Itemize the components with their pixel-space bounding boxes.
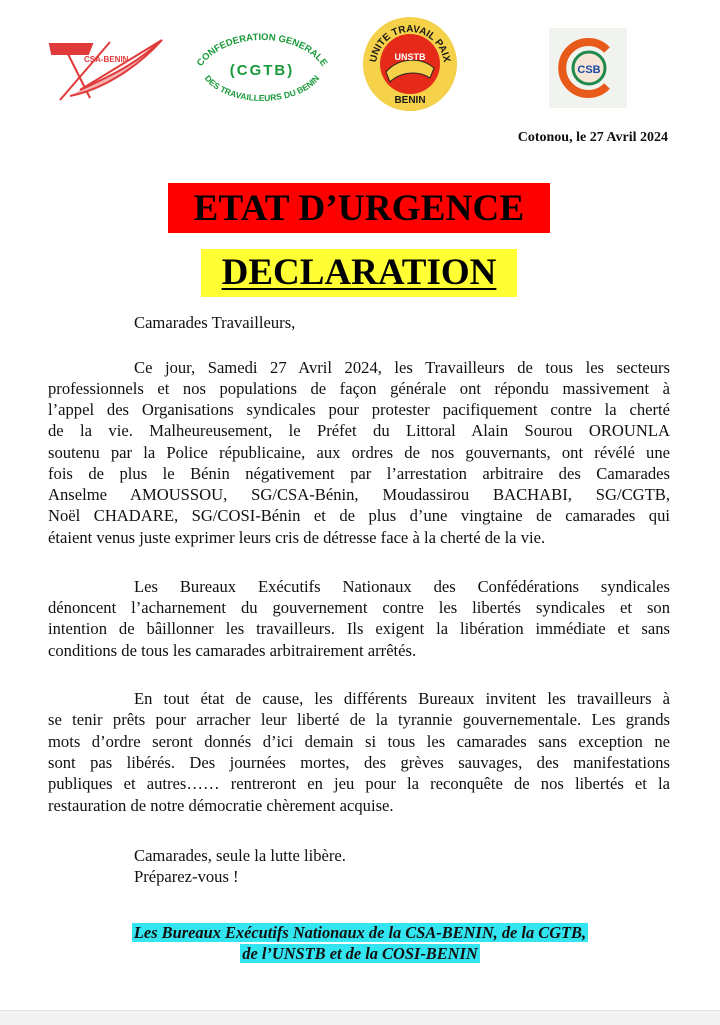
cgtb-arc-top: CONFEDERATION GENERALE [194,31,330,69]
paragraph-line: mots d’ordre seront donnés d’ici demain si tous les camarades sans exception ne [48,732,670,751]
paragraph-line: Les Bureaux Exécutifs Nationaux des Confédérations syndicales [134,577,670,596]
paragraph-line: étaient venus juste exprimer leurs cris de détresse face à la cherté de la vie. [48,528,546,547]
paragraph-line: conditions de tous les camarades arbitrairement arrêtés. [48,641,417,660]
paragraph-line: En tout état de cause, les différents Bureaux invitent les travailleurs à [134,689,670,708]
paragraph-line: Anselme AMOUSSOU, SG/CSA-Bénin, Moudassirou BACHABI, SG/CGTB, [48,485,670,504]
paragraph-line: l’appel des Organisations syndicales pour protester pacifiquement contre la cherté [48,400,670,419]
paragraph-line: soutenu par la Police républicaine, aux ordres de nos gouvernants, ont révélé une [48,443,670,462]
closing-line-1: Camarades, seule la lutte libère. [134,846,346,865]
unstb-logo [360,16,460,112]
paragraph-line: Noël CHADARE, SG/COSI-Bénin et de plus d’une vingtaine de camarades qui [48,506,670,525]
paragraph-line: de la vie. Malheureusement, le Préfet du Littoral Alain Sourou OROUNLA [48,421,670,440]
salutation: Camarades Travailleurs, [134,313,296,332]
paragraph-line: intention de bâillonner les travailleurs. Ils exigent la libération immédiate et sans [48,619,670,638]
main-title: ETAT D’URGENCE [168,183,550,233]
paragraph-line: publiques et autres…… rentreront en jeu pour la reconquête de nos libertés et la [48,774,670,793]
sub-title: DECLARATION [201,249,517,297]
cgtb-arc-bottom: DES TRAVAILLEURS DU BENIN [202,73,322,103]
paragraph-line: dénoncent l’acharnement du gouvernement contre les libertés syndicales et son [48,598,670,617]
paragraph-line: Ce jour, Samedi 27 Avril 2024, les Travailleurs de tous les secteurs [134,358,670,377]
paragraph-line: se tenir prêts pour arracher leur liberté de la tyrannie gouvernementale. Les grands [48,710,670,729]
signature-block [80,922,640,964]
cosi-logo-letters: CSB [577,64,601,76]
paragraph-line: restauration de notre démocratie chèrement acquise. [48,796,394,815]
signature-line-2: de l’UNSTB et de la COSI-BENIN [242,944,478,963]
closing-line-2: Préparez-vous ! [134,867,239,886]
cgtb-logo [186,24,338,116]
paragraph-line: professionnels et nos populations de façon générale ont répondu massivement à [48,379,670,398]
csa-benin-logo [40,30,170,112]
unstb-bottom-text: BENIN [394,95,426,106]
signature-line-1: Les Bureaux Exécutifs Nationaux de la CSA-BENIN, de la CGTB, [133,923,587,942]
unstb-center-text: UNSTB [394,52,426,62]
paragraph-line: fois de plus le Bénin négativement par l’arrestation arbitraire des Camarades [48,464,670,483]
csa-logo-text: CSA-BENIN [84,55,129,64]
cgtb-center-text: (CGTB) [229,62,295,79]
paragraph-line: sont pas libérés. Des journées mortes, des grèves sauvages, des manifestations [48,753,670,772]
document-date: Cotonou, le 27 Avril 2024 [517,130,668,145]
unstb-arc-top: UNITE TRAVAIL PAIX [368,23,452,64]
cosi-benin-logo [549,28,627,108]
page-bottom-edge [0,1010,720,1025]
